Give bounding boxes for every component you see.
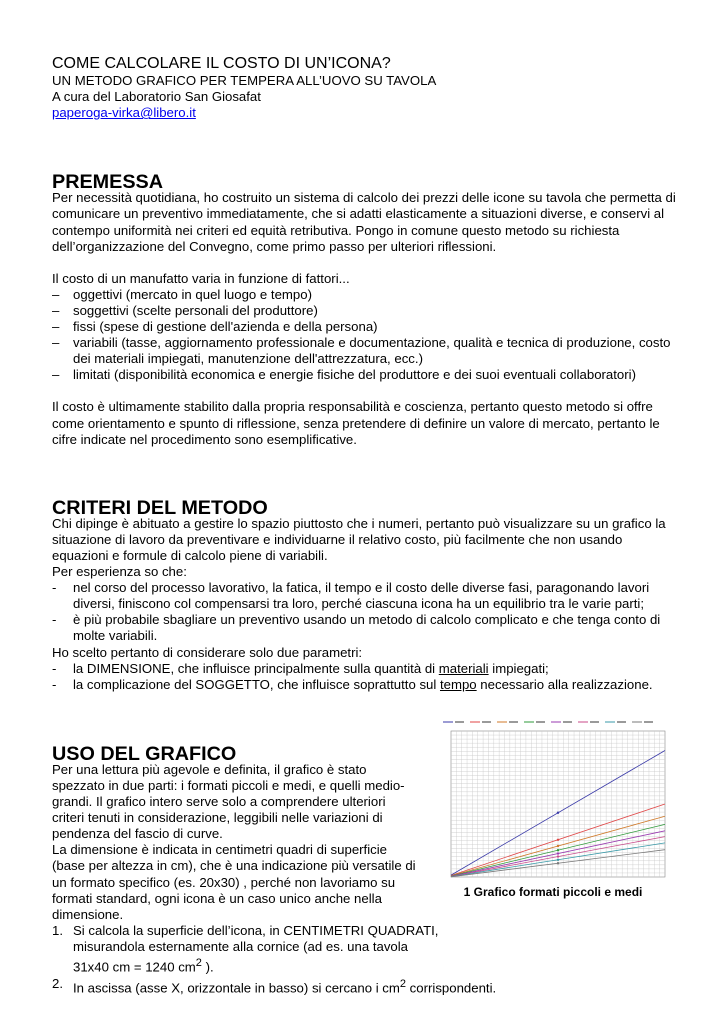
section-heading-premessa: PREMESSA <box>52 171 164 194</box>
legend-label <box>536 721 545 723</box>
premessa-intro: Il costo di un manufatto varia in funzione di fattori... <box>52 270 350 286</box>
data-point <box>557 855 559 857</box>
email-link[interactable]: paperoga-virka@libero.it <box>52 105 196 121</box>
legend-label <box>509 721 518 723</box>
list-item: - nel corso del processo lavorativo, la fatica, il tempo e il costo delle diverse fasi, paragonando lavori diversi, finiscono col compensarsi tra loro, perché ciascuna icona ha un equilibrio tra le varie parti; <box>52 580 650 612</box>
data-point <box>557 839 559 841</box>
parameters-list <box>52 661 677 693</box>
data-point <box>557 845 559 847</box>
page-title: COME CALCOLARE IL COSTO DI UN’ICONA? <box>52 55 391 72</box>
criteri-paragraph-2: Per esperienza so che: <box>52 564 187 580</box>
data-point <box>557 849 559 851</box>
data-point <box>557 852 559 854</box>
section-heading-uso: USO DEL GRAFICO <box>52 742 237 765</box>
subtitle: UN METODO GRAFICO PER TEMPERA ALL’UOVO SU TAVOLA <box>52 73 437 88</box>
legend-label <box>482 721 491 723</box>
list-item: 1. Si calcola la superficie dell’icona, in CENTIMETRI QUADRATI, misurandola esternamente alla cornice (ad es. una tavola 31x40 cm = 1240 $cm^2$ ). <box>52 922 439 975</box>
steps-list <box>52 923 677 996</box>
criteri-paragraph-3: Ho scelto pertanto di considerare solo due parametri: <box>52 644 363 660</box>
legend-label <box>563 721 572 723</box>
list-item: – limitati (disponibilità economica e energie fisiche del produttore e dei suoi eventuali collaboratori) <box>52 367 636 383</box>
chart-caption: 1 Grafico formati piccoli e medi <box>463 885 643 899</box>
legend-label <box>617 721 626 723</box>
data-point <box>557 862 559 864</box>
data-point <box>557 859 559 861</box>
list-item: – oggettivi (mercato in quel luogo e tempo) <box>52 286 312 302</box>
factors-list <box>52 287 677 384</box>
experience-list <box>52 580 677 644</box>
legend-label <box>644 721 653 723</box>
uso-paragraph-1: Per una lettura più agevole e definita, il grafico è stato spezzato in due parti: i formati piccoli e medi, e quelli medio-grandi. Il grafico intero serve solo a comprendere ulteriori criteri tenuti in considerazione, leggibili nelle variazioni di pendenza del fascio di curve. <box>52 761 405 842</box>
criteri-paragraph-1: Chi dipinge è abituato a gestire lo spazio piuttosto che i numeri, pertanto può visualizzare su un grafico la situazione di lavoro da preventivare e individuarne il relativo costo, più facilmente che non usando equazioni e formule di calcolo piene di variabili. <box>52 515 666 563</box>
legend-label <box>590 721 599 723</box>
chart-svg <box>437 717 669 885</box>
legend-label <box>455 721 464 723</box>
list-item: - è più probabile sbagliare un preventivo usando un metodo di calcolo complicato e che tenga conto di molte variabili. <box>52 612 661 644</box>
list-item: - la DIMENSIONE, che influisce principalmente sulla quantità di materiali impiegati; <box>52 660 549 676</box>
premessa-paragraph-2: Il costo è ultimamente stabilito dalla propria responsabilità e coscienza, pertanto questo metodo si offre come orientamento e spunto di riflessione, senza pretendere di definire un valore di mercato, pertanto le cifre indicate nel procedimento sono esemplificative. <box>52 399 660 447</box>
section-heading-criteri: CRITERI DEL METODO <box>52 496 268 519</box>
chart-figure <box>437 717 669 902</box>
list-item: – soggettivi (scelte personali del produttore) <box>52 302 318 318</box>
list-item: – fissi (spese di gestione dell'azienda e della persona) <box>52 319 378 335</box>
uso-paragraph-2: La dimensione è indicata in centimetri quadri di superficie (base per altezza in cm), che è una indicazione più versatile di un formato specifico (es. 20x30) , perché non lavoriamo su formati standard, ogni icona è un caso unico anche nella dimensione. <box>52 842 416 922</box>
list-item: 2. In ascissa (asse X, orizzontale in basso) si cercano i $cm^2$ corrispondenti. <box>52 975 497 995</box>
list-item: – variabili (tasse, aggiornamento professionale e documentazione, qualità e tecnica di produzione, costo dei materiali impiegati, manutenzione dell'attrezzatura, ecc.) <box>52 335 671 367</box>
premessa-paragraph-1: Per necessità quotidiana, ho costruito un sistema di calcolo dei prezzi delle icone su tavola che permetta di comunicare un preventivo immediatamente, che si adatti elasticamente a situazioni diverse, e conservi al contempo uniformità nei criteri ed equità retributiva. Pongo in comune questo metodo su richiesta dell’organizzazione del Convegno, come primo passo per ulteriori riflessioni. <box>52 190 676 254</box>
author-line: A cura del Laboratorio San Giosafat <box>52 89 261 105</box>
list-item: - la complicazione del SOGGETTO, che influisce soprattutto sul tempo necessario alla realizzazione. <box>52 676 653 692</box>
data-point <box>557 812 559 814</box>
